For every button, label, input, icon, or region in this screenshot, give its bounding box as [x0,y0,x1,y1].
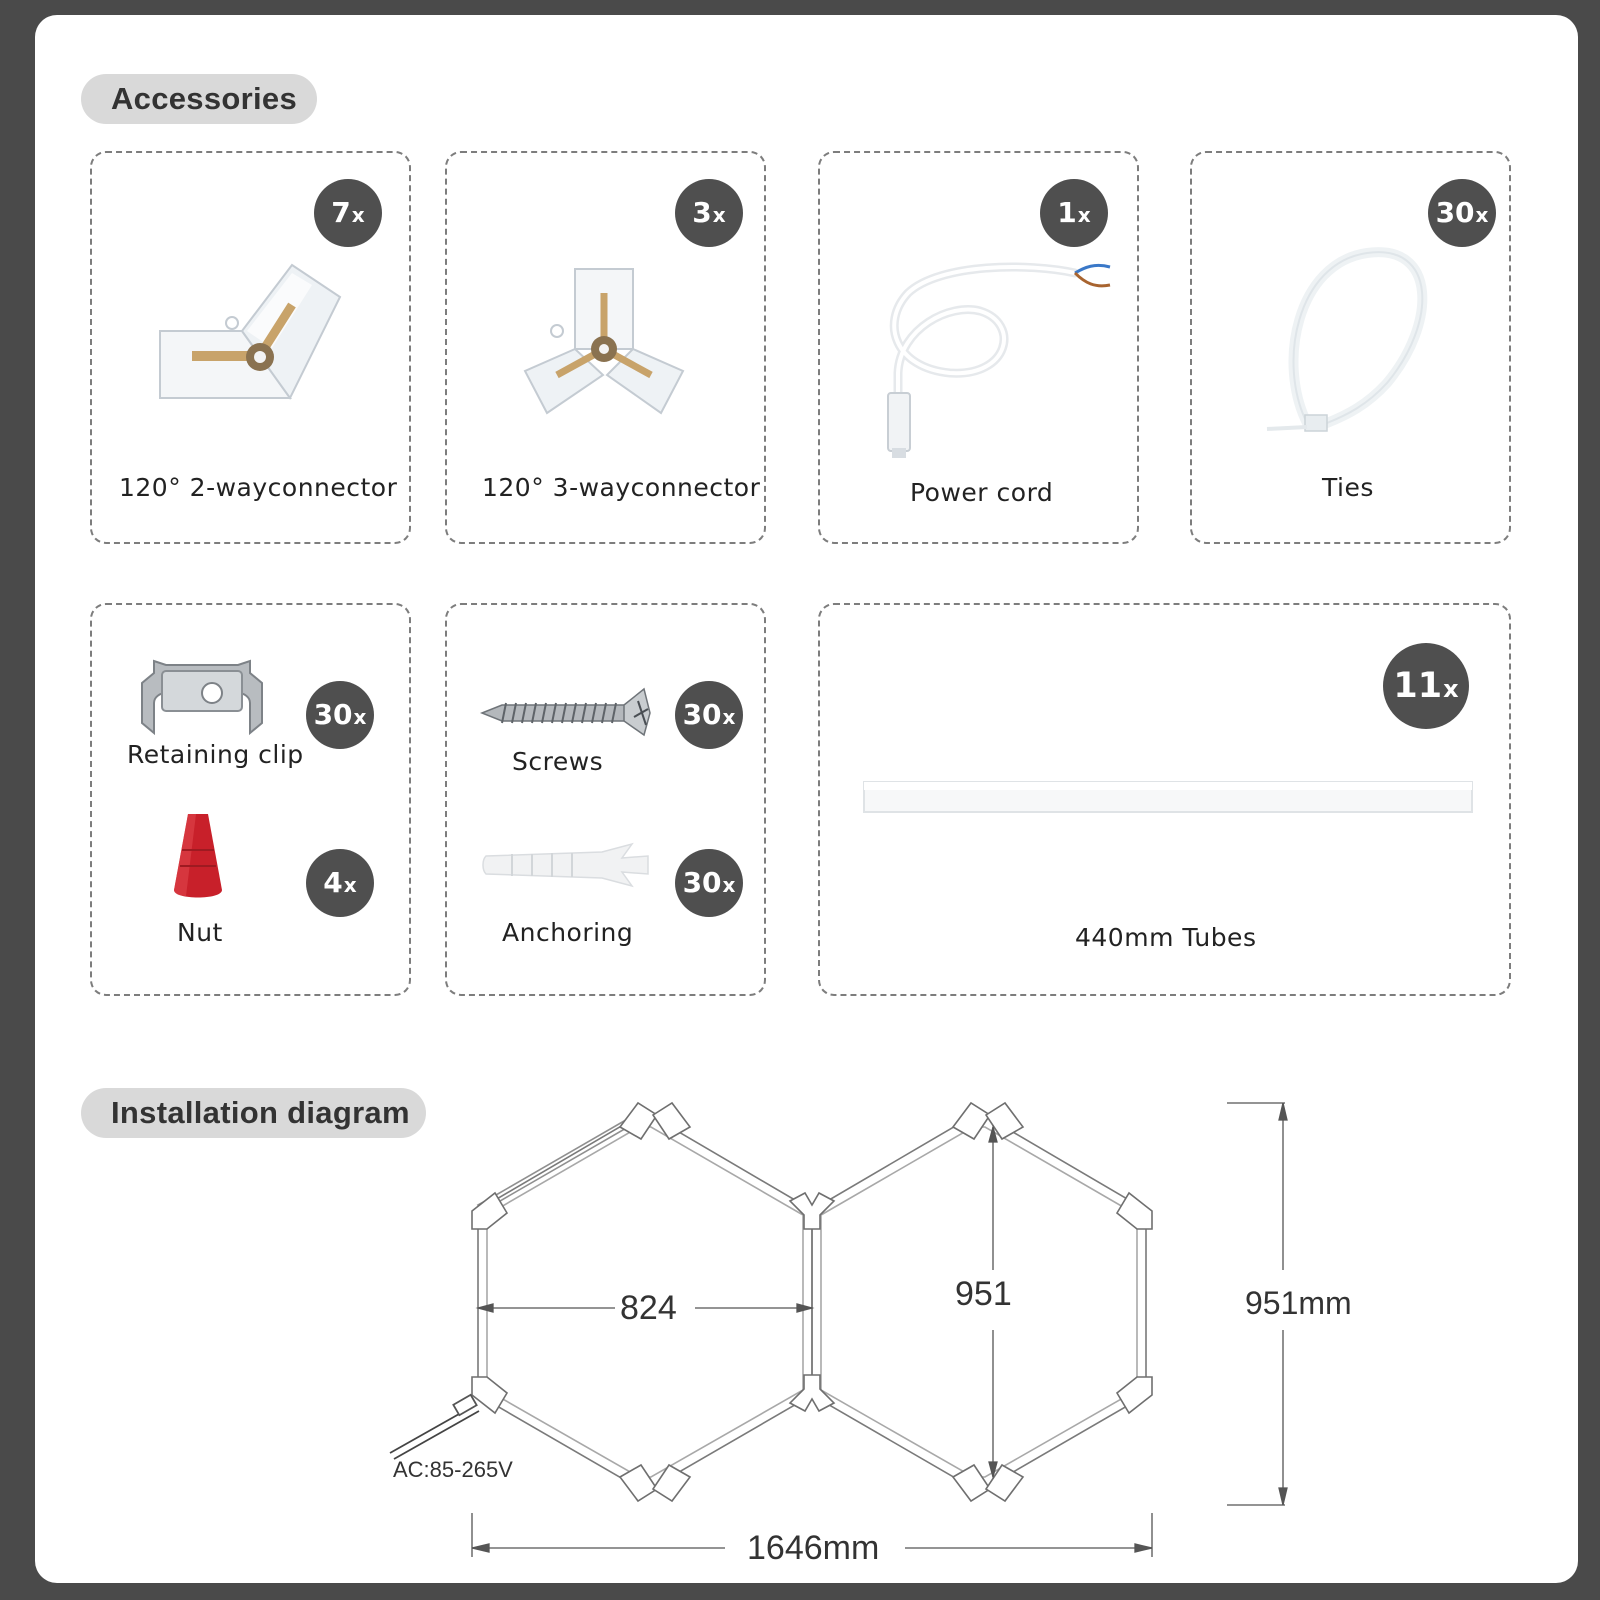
quantity-badge: 30x [1428,179,1496,247]
accessories-sheet [35,15,1578,1583]
quantity-badge: 30x [675,849,743,917]
quantity-badge: 4x [306,849,374,917]
installation-title: Installation diagram [81,1088,426,1138]
quantity-badge: 1x [1040,179,1108,247]
item-label: Power cord [910,478,1054,507]
dimension-inner-width: 824 [620,1289,677,1327]
power-input-label: AC:85-265V [393,1457,513,1482]
accessories-title: Accessories [81,74,317,124]
item-label: Ties [1322,473,1374,502]
item-label: Retaining clip [127,740,304,769]
item-label: Nut [177,918,223,947]
quantity-badge: 30x [306,681,374,749]
item-label: 120° 2-wayconnector [119,473,398,502]
dimension-total-width: 1646mm [747,1529,880,1567]
quantity-badge: 30x [675,681,743,749]
item-label: 120° 3-wayconnector [482,473,761,502]
dimension-total-height: 951mm [1245,1285,1352,1321]
quantity-badge: 7x [314,179,382,247]
item-label: Screws [512,747,604,776]
quantity-badge: 3x [675,179,743,247]
item-label: 440mm Tubes [1075,923,1257,952]
hexagon-installation-diagram [35,15,1578,1583]
quantity-badge: 11x [1383,643,1469,729]
dimension-inner-height: 951 [955,1275,1012,1313]
item-label: Anchoring [502,918,634,947]
